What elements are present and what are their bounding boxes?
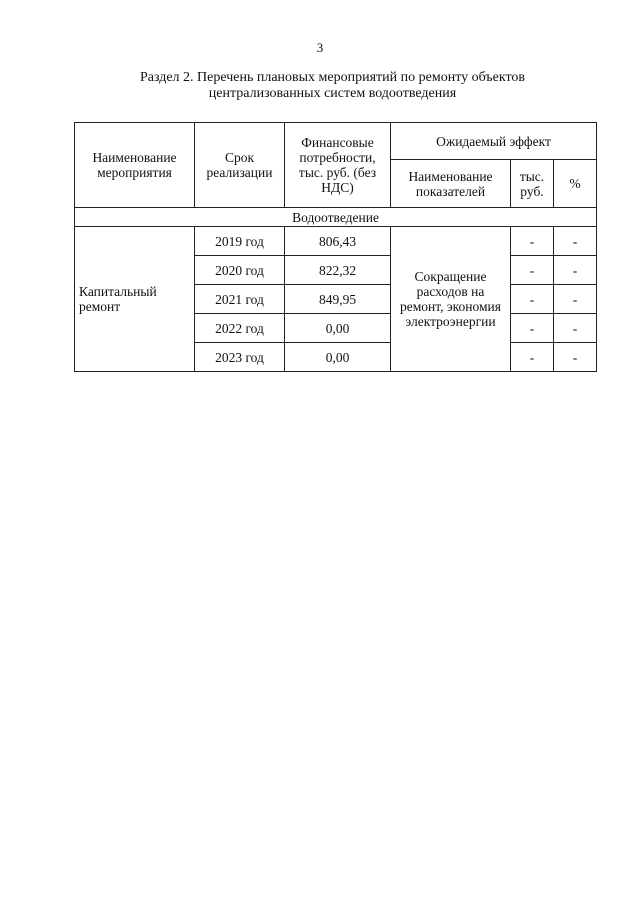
pct-cell: - [554, 227, 597, 256]
amount-cell: 806,43 [285, 227, 391, 256]
measure-name: Капитальный ремонт [75, 227, 195, 372]
table-row [75, 227, 597, 256]
header-period: Срок реализации [195, 123, 285, 208]
rub-cell: - [511, 227, 554, 256]
rub-cell: - [511, 285, 554, 314]
title-line-1: Раздел 2. Перечень плановых мероприятий по ремонту объектов [139, 70, 526, 85]
rub-cell: - [511, 256, 554, 285]
year-cell: 2021 год [195, 285, 285, 314]
pct-cell: - [554, 314, 597, 343]
rub-cell: - [511, 343, 554, 372]
year-cell: 2019 год [195, 227, 285, 256]
pct-cell: - [554, 256, 597, 285]
pct-cell: - [554, 343, 597, 372]
pct-cell: - [554, 285, 597, 314]
amount-cell: 0,00 [285, 343, 391, 372]
year-cell: 2023 год [195, 343, 285, 372]
rub-cell: - [511, 314, 554, 343]
page-title [60, 70, 605, 102]
title-line-2: централизованных систем водоотведения [208, 86, 457, 101]
year-cell: 2020 год [195, 256, 285, 285]
section-row [75, 208, 597, 227]
amount-cell: 849,95 [285, 285, 391, 314]
header-effect-rub: тыс. руб. [511, 160, 554, 208]
plan-table [74, 122, 597, 372]
amount-cell: 822,32 [285, 256, 391, 285]
header-effect-pct: % [554, 160, 597, 208]
amount-cell: 0,00 [285, 314, 391, 343]
header-effect-name: Наименование показателей [391, 160, 511, 208]
page-number: 3 [316, 40, 324, 55]
year-cell: 2022 год [195, 314, 285, 343]
header-effect: Ожидаемый эффект [391, 123, 597, 160]
header-row-1 [75, 123, 597, 160]
section-title: Водоотведение [75, 208, 597, 227]
header-finance: Финансовые потребности, тыс. руб. (без НДС) [285, 123, 391, 208]
header-measure: Наименование мероприятия [75, 123, 195, 208]
effect-description: Сокращение расходов на ремонт, экономия электроэнергии [391, 227, 511, 372]
